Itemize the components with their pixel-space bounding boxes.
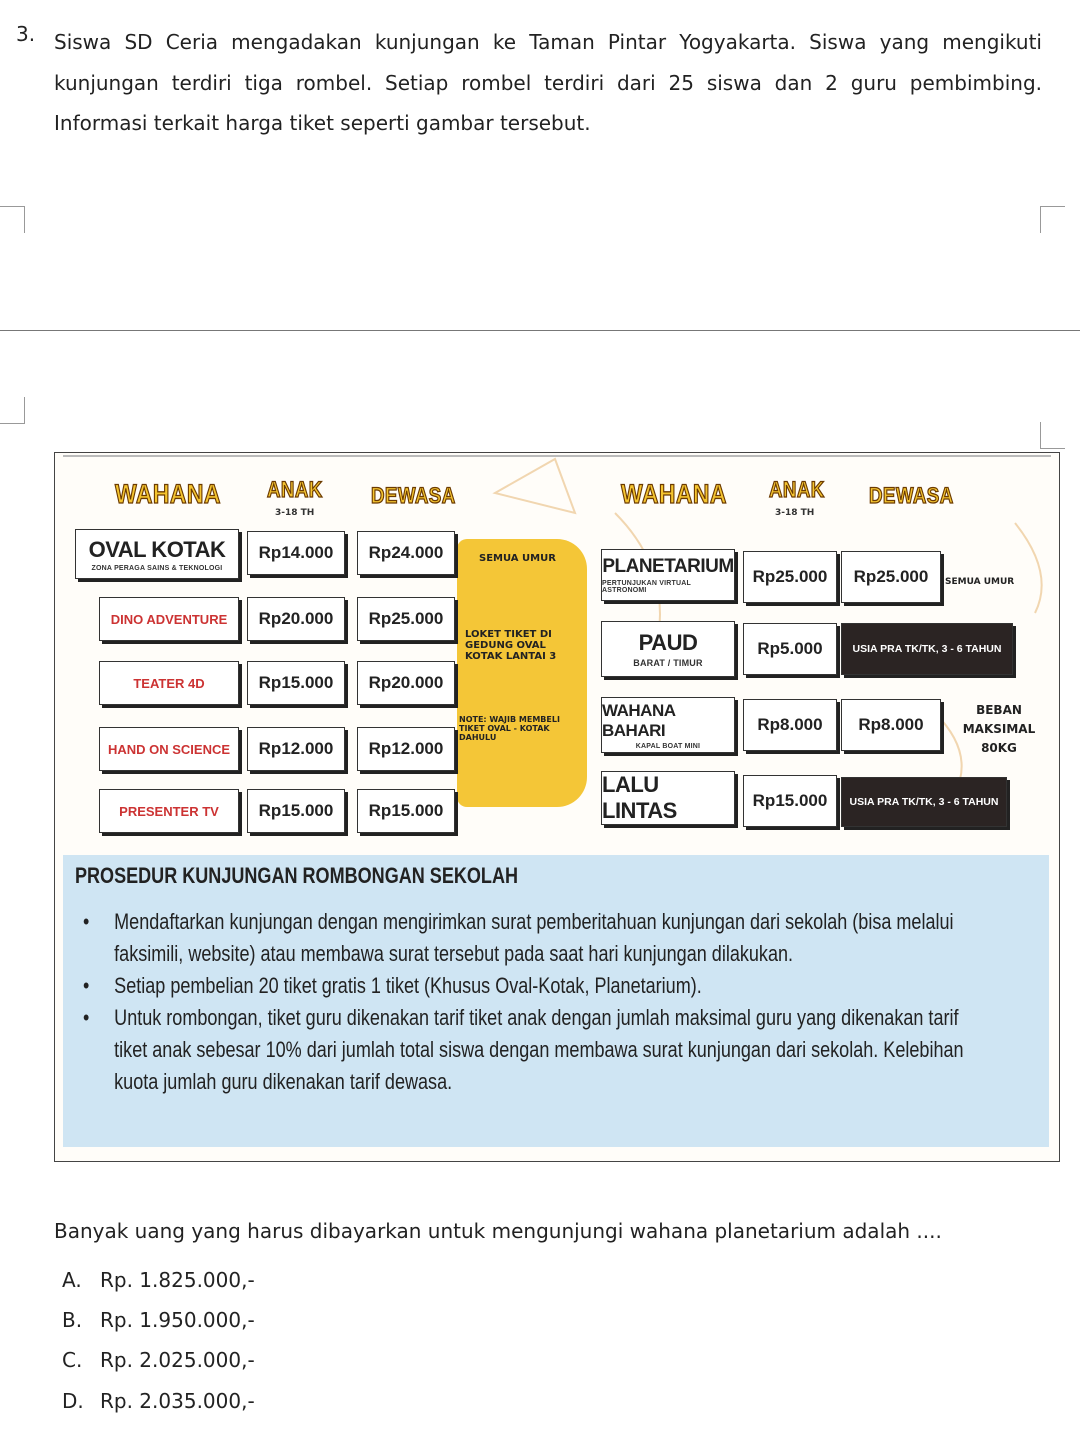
bullet-icon: •	[83, 909, 90, 934]
presenter-tv-anak-price: Rp15.000	[247, 789, 345, 833]
lalu-lintas-title	[601, 771, 735, 825]
wahana-bahari-anak-price: Rp8.000	[743, 699, 837, 751]
bullet-icon: •	[83, 973, 90, 998]
oval-kotak-dewasa-price: Rp24.000	[357, 531, 455, 575]
teater-4d-name: TEATER 4D	[99, 661, 239, 705]
hand-on-science-name: HAND ON SCIENCE	[99, 727, 239, 771]
presenter-tv-dewasa-price: Rp15.000	[357, 789, 455, 833]
right-header-anak: ANAK	[769, 477, 825, 502]
wahana-bahari-title	[601, 697, 735, 753]
answer-option-c[interactable]	[62, 1348, 255, 1372]
question-intro: Siswa SD Ceria mengadakan kunjungan ke Taman Pintar Yogyakarta. Siswa yang mengikuti kunjungan terdiri tiga rombel. Setiap rombel terdiri dari 25 siswa dan 2 guru pembimbing. Informasi terkait harga tiket seperti gambar tersebut.	[54, 30, 1042, 135]
procedure-item	[83, 970, 993, 1002]
page-separator	[0, 330, 1080, 331]
answer-option-a[interactable]	[62, 1268, 255, 1292]
paud-name: PAUD	[638, 630, 698, 655]
presenter-tv-name: PRESENTER TV	[99, 789, 239, 833]
loket-banner	[457, 539, 587, 807]
dino-adventure-anak-price: Rp20.000	[247, 597, 345, 641]
right-header-dewasa: DEWASA	[869, 483, 954, 508]
page-corner-mark	[0, 397, 25, 424]
procedure-list	[83, 906, 993, 1098]
planetarium-note: SEMUA UMUR	[945, 577, 1015, 587]
right-header-wahana: WAHANA	[621, 479, 727, 509]
wahana-bahari-dewasa-price: Rp8.000	[841, 699, 941, 751]
left-header-wahana: WAHANA	[115, 479, 221, 509]
procedure-item	[83, 1002, 993, 1098]
paud-anak-price: Rp5.000	[743, 623, 837, 675]
page-corner-mark	[1040, 422, 1065, 449]
procedure-title: PROSEDUR KUNJUNGAN ROMBONGAN SEKOLAH	[75, 863, 519, 888]
right-header-anak-age: 3-18 TH	[775, 508, 815, 518]
procedure-item-text: Mendaftarkan kunjungan dengan mengirimkan surat pemberitahuan kunjungan dari sekolah (bisa melalui faksimili, website) atau membawa surat tersebut pada saat hari kunjungan dilakukan.	[114, 909, 954, 966]
planetarium-dewasa-price: Rp25.000	[841, 551, 941, 603]
lalu-lintas-anak-price: Rp15.000	[743, 775, 837, 827]
page-corner-mark	[1040, 206, 1065, 233]
lalu-lintas-age-note: USIA PRA TK/TK, 3 - 6 TAHUN	[841, 777, 1007, 827]
paud-sub: BARAT / TIMUR	[633, 658, 703, 668]
dino-adventure-name: DINO ADVENTURE	[99, 597, 239, 641]
page-corner-mark	[0, 206, 25, 233]
left-header-anak-age: 3-18 TH	[275, 508, 315, 518]
wahana-bahari-note: BEBAN MAKSIMAL 80KG	[962, 703, 1036, 755]
wahana-bahari-sub: KAPAL BOAT MINI	[635, 742, 701, 750]
option-label: A.	[62, 1268, 82, 1292]
lalu-lintas-name: LALU LINTAS	[602, 772, 677, 823]
hand-on-science-dewasa-price: Rp12.000	[357, 727, 455, 771]
bullet-icon: •	[83, 1005, 90, 1030]
planetarium-name: PLANETARIUM	[602, 556, 734, 577]
question-number: 3.	[16, 22, 36, 46]
option-label: D.	[62, 1389, 84, 1413]
teater-4d-dewasa-price: Rp20.000	[357, 661, 455, 705]
option-label: B.	[62, 1308, 83, 1332]
oval-kotak-name: OVAL KOTAK	[88, 536, 226, 562]
option-label: C.	[62, 1348, 83, 1372]
procedure-item	[83, 906, 993, 970]
question-prompt: Banyak uang yang harus dibayarkan untuk mengunjungi wahana planetarium adalah ....	[54, 1219, 942, 1243]
oval-kotak-anak-price: Rp14.000	[247, 531, 345, 575]
answer-option-d[interactable]	[62, 1389, 255, 1413]
procedure-item-text: Setiap pembelian 20 tiket gratis 1 tiket (Khusus Oval-Kotak, Planetarium).	[114, 973, 702, 998]
left-header-dewasa: DEWASA	[371, 483, 456, 508]
oval-kotak-required-note: NOTE: WAJIB MEMBELI TIKET OVAL - KOTAK DAHULU	[459, 715, 560, 742]
oval-kotak-note: SEMUA UMUR	[479, 553, 556, 564]
option-text: Rp. 2.035.000,-	[100, 1389, 255, 1413]
answer-option-b[interactable]	[62, 1308, 255, 1332]
paud-age-note: USIA PRA TK/TK, 3 - 6 TAHUN	[841, 623, 1013, 675]
teater-4d-anak-price: Rp15.000	[247, 661, 345, 705]
procedure-item-text: Untuk rombongan, tiket guru dikenakan tarif tiket anak dengan jumlah maksimal guru yang dikenakan tarif tiket anak sebesar 10% dari jumlah total siswa dengan membawa surat kunjungan dari sekolah. Kelebihan kuota jumlah guru dikenakan tarif dewasa.	[114, 1005, 964, 1094]
wahana-bahari-name: WAHANA BAHARI	[602, 700, 675, 740]
loket-note: LOKET TIKET DI GEDUNG OVAL KOTAK LANTAI 3	[465, 629, 557, 662]
hand-on-science-anak-price: Rp12.000	[247, 727, 345, 771]
option-text: Rp. 1.950.000,-	[100, 1308, 255, 1332]
oval-kotak-sub: ZONA PERAGA SAINS & TEKNOLOGI	[91, 564, 223, 572]
dino-adventure-dewasa-price: Rp25.000	[357, 597, 455, 641]
left-header-anak: ANAK	[267, 477, 323, 502]
paud-title	[601, 621, 735, 677]
option-text: Rp. 1.825.000,-	[100, 1268, 255, 1292]
planetarium-title	[601, 549, 735, 601]
option-text: Rp. 2.025.000,-	[100, 1348, 255, 1372]
ticket-price-poster	[54, 452, 1060, 1162]
oval-kotak-title	[75, 529, 239, 579]
planetarium-anak-price: Rp25.000	[743, 551, 837, 603]
planetarium-sub: PERTUNJUKAN VIRTUAL ASTRONOMI	[602, 580, 691, 594]
